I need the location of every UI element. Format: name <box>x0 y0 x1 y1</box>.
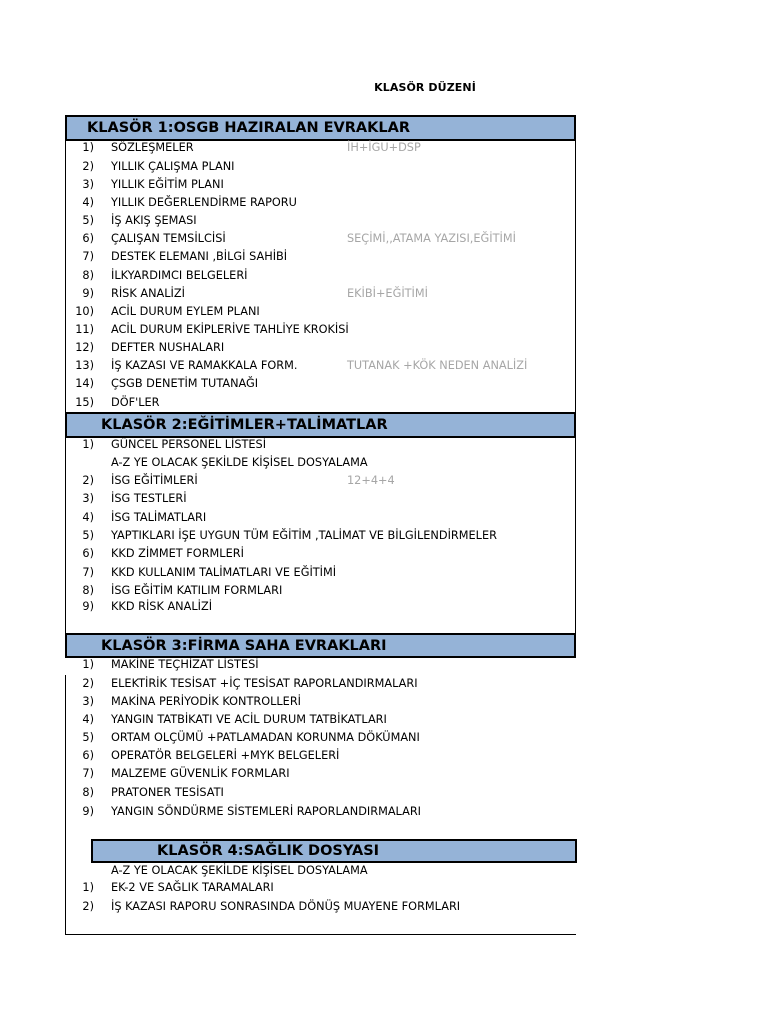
item-number: 13) <box>75 359 94 372</box>
item-number: 9) <box>82 805 94 818</box>
item-text: İSG EĞİTİMLERİ <box>111 474 198 487</box>
item-text: YILLIK EĞİTİM PLANI <box>111 178 224 191</box>
item-number: 1) <box>82 881 94 894</box>
item-text: DÖF'LER <box>111 396 160 409</box>
section-header-label: KLASÖR 4:SAĞLIK DOSYASI <box>157 843 380 859</box>
item-text: MAKİNA PERİYODİK KONTROLLERİ <box>111 695 302 708</box>
item-number: 1) <box>82 658 94 671</box>
item-number: 5) <box>82 214 94 227</box>
item-number: 6) <box>82 749 94 762</box>
item-number: 5) <box>82 731 94 744</box>
section-header-klasor-4 <box>91 839 577 863</box>
item-text: İŞ KAZASI RAPORU SONRASINDA DÖNÜŞ MUAYENE FORMLARI <box>111 900 461 913</box>
item-number: 6) <box>82 547 94 560</box>
item-number: 1) <box>82 141 94 154</box>
item-number: 4) <box>82 196 94 209</box>
item-text: OPERATÖR BELGELERİ +MYK BELGELERİ <box>111 749 340 762</box>
item-text: YILLIK DEĞERLENDİRME RAPORU <box>111 196 297 209</box>
item-text: KKD RİSK ANALİZİ <box>111 600 213 613</box>
table-border-bottom <box>65 934 576 935</box>
item-note: EKİBİ+EĞİTİMİ <box>347 287 428 300</box>
item-text: A-Z YE OLACAK ŞEKİLDE KİŞİSEL DOSYALAMA <box>111 456 368 469</box>
item-number: 12) <box>75 341 94 354</box>
item-number: 14) <box>75 377 94 390</box>
item-number: 3) <box>82 492 94 505</box>
item-text: İSG TESTLERİ <box>111 492 187 505</box>
item-number: 9) <box>82 287 94 300</box>
item-number: 3) <box>82 178 94 191</box>
item-note: TUTANAK +KÖK NEDEN ANALİZİ <box>347 359 528 372</box>
item-text: ACİL DURUM EYLEM PLANI <box>111 305 260 318</box>
item-text: YILLIK ÇALIŞMA PLANI <box>111 160 235 173</box>
item-text: A-Z YE OLACAK ŞEKİLDE KİŞİSEL DOSYALAMA <box>111 864 368 877</box>
item-text: İSG TALİMATLARI <box>111 511 207 524</box>
item-text: YANGIN SÖNDÜRME SİSTEMLERİ RAPORLANDIRMALARI <box>111 805 422 818</box>
table-border-left <box>65 437 66 633</box>
item-text: RİSK ANALİZİ <box>111 287 185 300</box>
item-text: YANGIN TATBİKATI VE ACİL DURUM TATBİKATLARI <box>111 713 387 726</box>
table-border-right <box>575 437 576 633</box>
item-text: ÇALIŞAN TEMSİLCİSİ <box>111 232 226 245</box>
item-number: 8) <box>82 786 94 799</box>
item-number: 2) <box>82 160 94 173</box>
item-number: 4) <box>82 511 94 524</box>
item-number: 2) <box>82 474 94 487</box>
section-header-label: KLASÖR 2:EĞİTİMLER+TALİMATLAR <box>101 417 388 433</box>
item-text: KKD KULLANIM TALİMATLARI VE EĞİTİMİ <box>111 566 337 579</box>
item-text: MAKİNE TEÇHİZAT LİSTESİ <box>111 658 259 671</box>
item-number: 6) <box>82 232 94 245</box>
item-number: 3) <box>82 695 94 708</box>
item-text: ACİL DURUM EKİPLERİVE TAHLİYE KROKİSİ <box>111 323 349 336</box>
section-header-klasor-1 <box>65 115 576 141</box>
item-note: SEÇİMİ,,ATAMA YAZISI,EĞİTİMİ <box>347 232 516 245</box>
item-text: İŞ AKIŞ ŞEMASI <box>111 214 197 227</box>
item-text: SÖZLEŞMELER <box>111 141 194 154</box>
item-text: PRATONER TESİSATI <box>111 786 224 799</box>
item-number: 10) <box>75 305 94 318</box>
item-number: 11) <box>75 323 94 336</box>
section-header-label: KLASÖR 3:FİRMA SAHA EVRAKLARI <box>101 637 387 654</box>
item-text: ORTAM OLÇÜMÜ +PATLAMADAN KORUNMA DÖKÜMANI <box>111 731 420 744</box>
item-text: EK-2 VE SAĞLIK TARAMALARI <box>111 881 274 894</box>
item-number: 7) <box>82 767 94 780</box>
item-text: YAPTIKLARI İŞE UYGUN TÜM EĞİTİM ,TALİMAT VE BİLGİLENDİRMELER <box>111 529 497 542</box>
item-text: DESTEK ELEMANI ,BİLGİ SAHİBİ <box>111 250 288 263</box>
item-text: DEFTER NUSHALARI <box>111 341 225 354</box>
table-border-right <box>575 140 576 413</box>
item-text: İLKYARDIMCI BELGELERİ <box>111 269 248 282</box>
item-number: 4) <box>82 713 94 726</box>
item-note: İH+İGU+DSP <box>347 141 421 154</box>
table-border-left <box>65 675 66 935</box>
item-text: İŞ KAZASI VE RAMAKKALA FORM. <box>111 359 298 372</box>
item-text: İSG EĞİTİM KATILIM FORMLARI <box>111 584 283 597</box>
item-text: KKD ZİMMET FORMLERİ <box>111 547 244 560</box>
item-number: 7) <box>82 250 94 263</box>
item-text: ELEKTİRİK TESİSAT +İÇ TESİSAT RAPORLANDIRMALARI <box>111 677 418 690</box>
section-header-label: KLASÖR 1:OSGB HAZIRALAN EVRAKLAR <box>87 120 411 136</box>
item-number: 8) <box>82 269 94 282</box>
item-number: 2) <box>82 677 94 690</box>
item-text: GÜNCEL PERSONEL LİSTESİ <box>111 438 267 451</box>
item-number: 1) <box>82 438 94 451</box>
item-text: MALZEME GÜVENLİK FORMLARI <box>111 767 290 780</box>
item-number: 5) <box>82 529 94 542</box>
item-note: 12+4+4 <box>347 474 395 487</box>
item-number: 15) <box>75 396 94 409</box>
page-title: KLASÖR DÜZENİ <box>374 81 476 94</box>
item-number: 7) <box>82 566 94 579</box>
table-border-left <box>65 140 66 413</box>
section-header-klasor-2 <box>65 412 576 438</box>
item-number: 9) <box>82 600 94 613</box>
section-header-klasor-3 <box>65 633 576 658</box>
item-number: 8) <box>82 584 94 597</box>
item-number: 2) <box>82 900 94 913</box>
item-text: ÇSGB DENETİM TUTANAĞI <box>111 377 259 390</box>
